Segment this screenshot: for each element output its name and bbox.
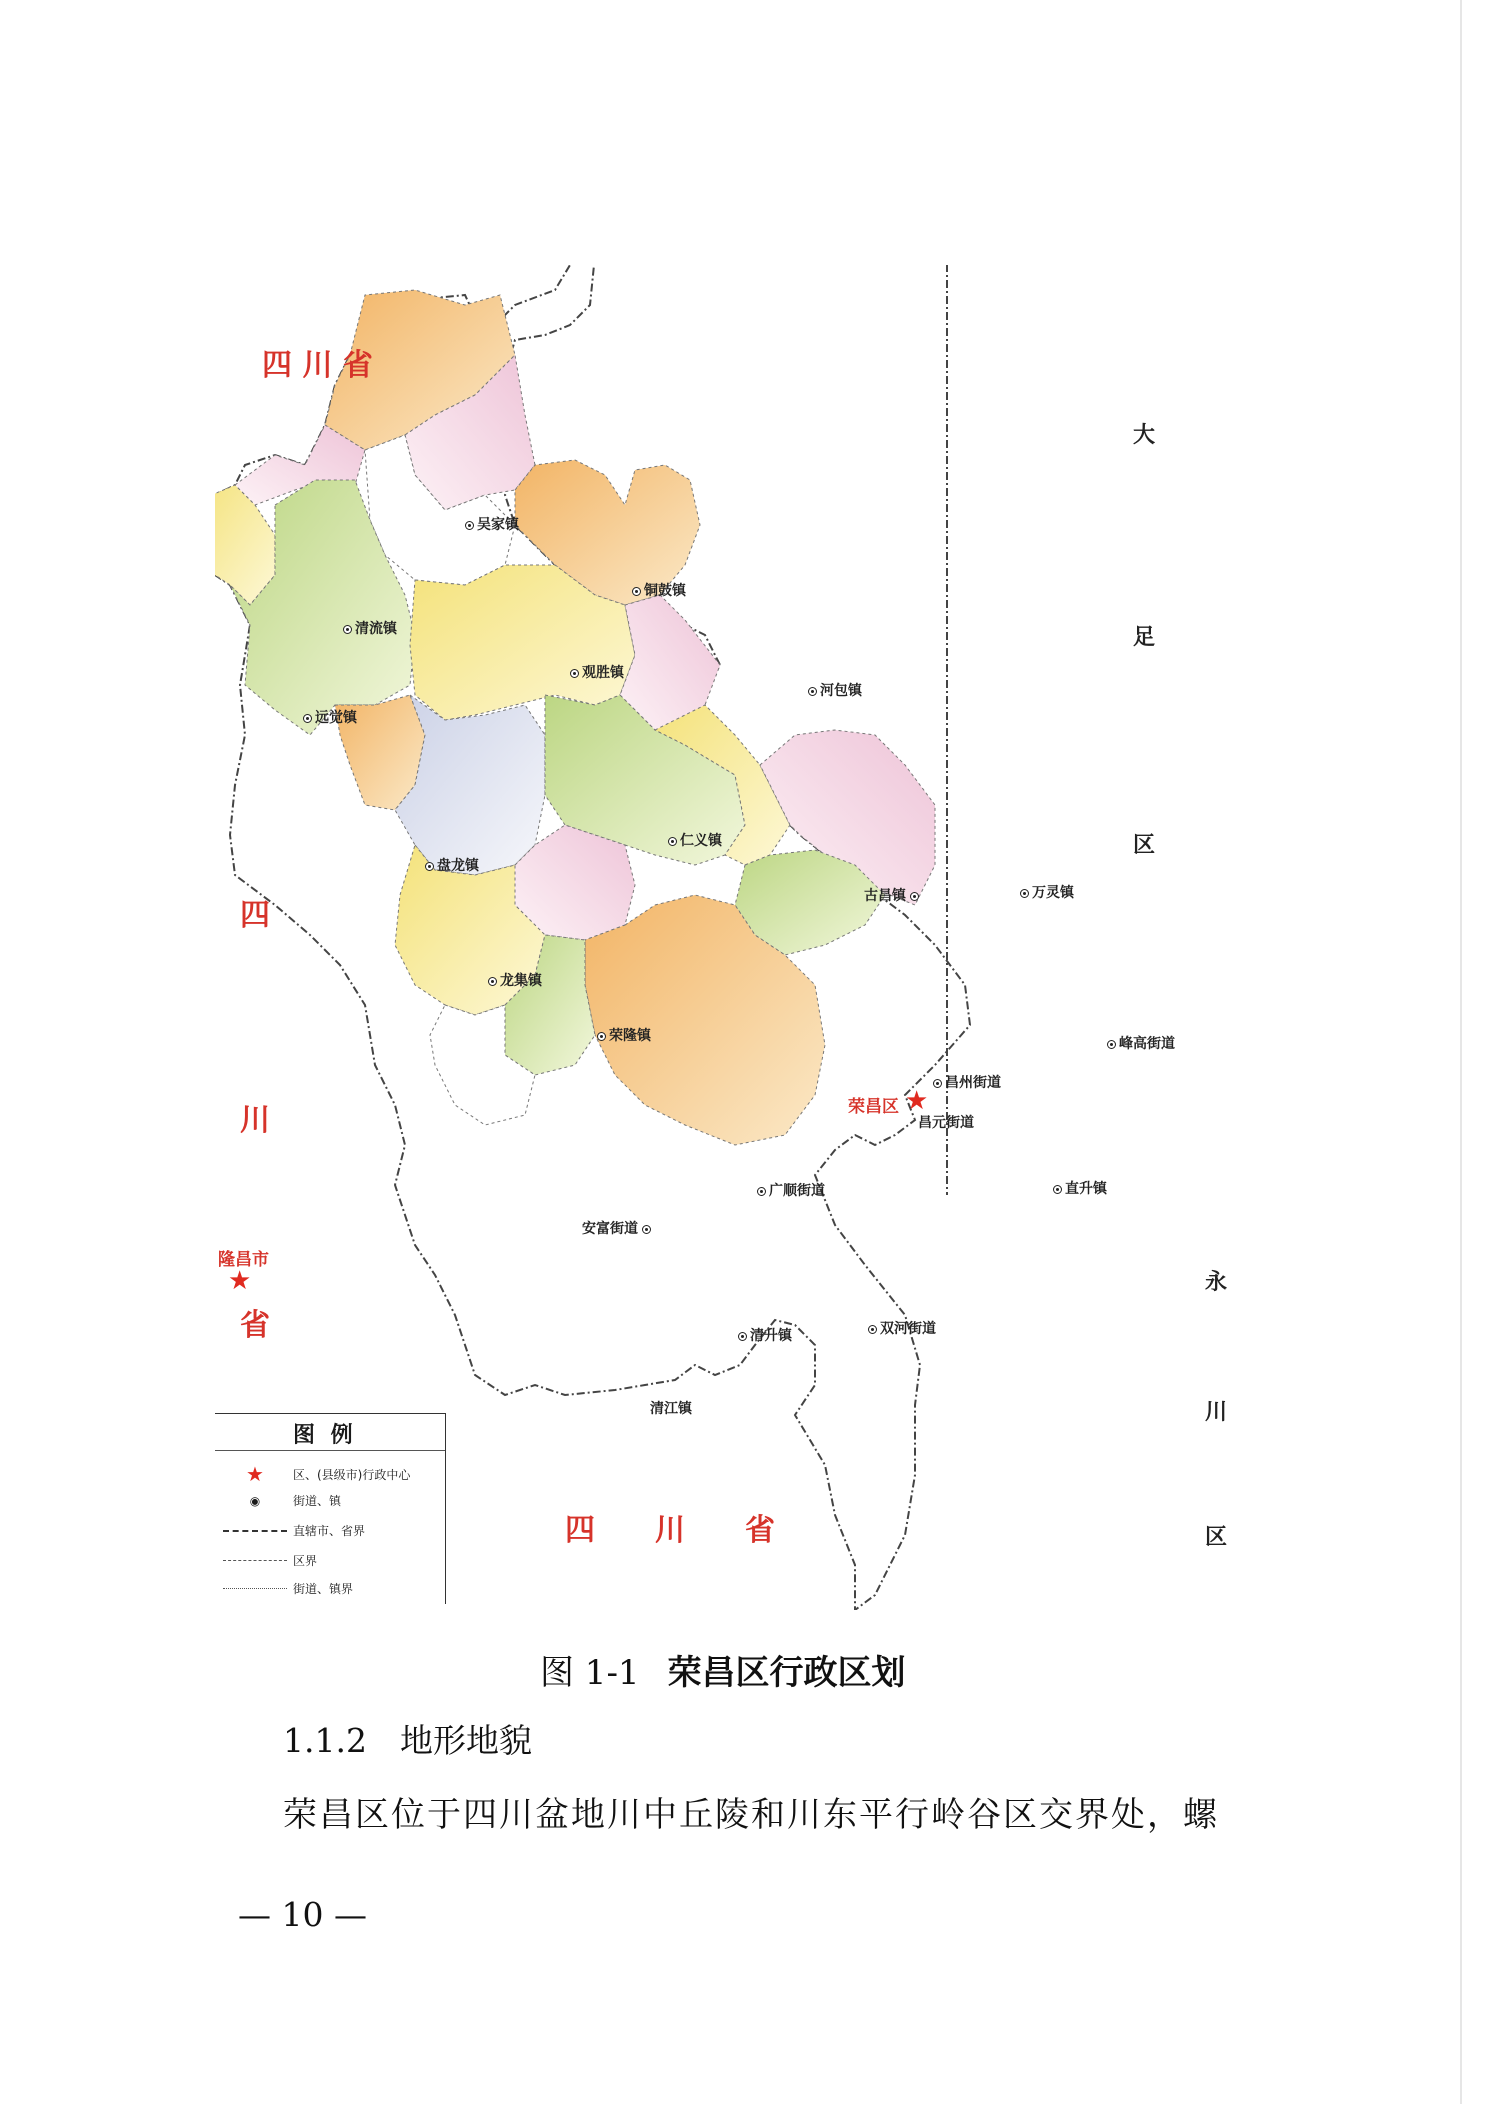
town-label: 河包镇 xyxy=(808,680,862,700)
star-icon: ★ xyxy=(246,1462,264,1486)
page-edge xyxy=(1460,0,1462,2104)
section-heading: 1.1.2 地形地貌 xyxy=(283,1721,532,1760)
yongchuan-label-3: 区 xyxy=(1205,1525,1228,1550)
town-dot-icon xyxy=(757,1187,766,1196)
town-label: 安富街道 xyxy=(582,1218,654,1238)
town-label: 万灵镇 xyxy=(1020,882,1074,902)
town-dot-icon xyxy=(303,714,312,723)
town-dot-icon xyxy=(632,587,641,596)
town-dot-icon xyxy=(738,1332,747,1341)
town-dot-icon xyxy=(425,862,434,871)
sichuan-west-label-2: 川 xyxy=(240,1103,270,1138)
town-dot-icon xyxy=(597,1032,606,1041)
town-label: 峰高街道 xyxy=(1107,1033,1175,1053)
yongchuan-label-1: 永 xyxy=(1205,1270,1228,1295)
town-label: 昌州街道 xyxy=(933,1072,1001,1092)
map xyxy=(215,265,1275,1610)
town-dot-icon xyxy=(668,837,677,846)
town-label: 远觉镇 xyxy=(303,707,357,727)
legend-item: 区界 xyxy=(223,1552,317,1569)
page-number: — 10 — xyxy=(238,1895,367,1934)
town-label: 龙集镇 xyxy=(488,970,542,990)
town-label: 铜鼓镇 xyxy=(632,580,686,600)
town-label: 荣隆镇 xyxy=(597,1025,651,1045)
town-dot-icon xyxy=(910,892,919,901)
dashed-line xyxy=(223,1560,287,1561)
town-dot-icon xyxy=(1107,1040,1116,1049)
town-label: 清江镇 xyxy=(650,1401,692,1417)
town-dot-icon xyxy=(488,977,497,986)
sichuan-nw-label: 四 川 省 xyxy=(262,348,373,383)
map-regions xyxy=(215,265,1275,1610)
town-label: 吴家镇 xyxy=(465,514,519,534)
town-dot-icon xyxy=(642,1225,651,1234)
town-label: 古昌镇 xyxy=(864,885,922,905)
legend-item: ★ 区、(县级市)行政中心 xyxy=(223,1462,410,1486)
dot-icon: ◉ xyxy=(249,1493,261,1508)
figure-title: 荣昌区行政区划 xyxy=(667,1653,906,1693)
sichuan-south-label: 四 川 省 xyxy=(565,1513,775,1548)
sichuan-west-label-1: 四 xyxy=(240,898,270,933)
yongchuan-label-2: 川 xyxy=(1205,1400,1228,1425)
sichuan-west-label-3: 省 xyxy=(240,1308,270,1343)
town-dot-icon xyxy=(1053,1185,1062,1194)
legend-item: ◉ 街道、镇 xyxy=(223,1492,341,1509)
town-dot-icon xyxy=(570,669,579,678)
legend-item: 街道、镇界 xyxy=(223,1580,353,1597)
figure-number: 图 1-1 xyxy=(540,1653,640,1693)
town-dot-icon xyxy=(343,625,352,634)
town-dot-icon xyxy=(868,1325,877,1334)
town-label: 仁义镇 xyxy=(668,830,722,850)
town-label: 广顺街道 xyxy=(757,1180,825,1200)
dotted-line xyxy=(223,1588,287,1589)
town-label: 昌元街道 xyxy=(918,1115,974,1131)
town-dot-icon xyxy=(933,1079,942,1088)
town-label: 双河街道 xyxy=(868,1318,936,1338)
town-label: 盘龙镇 xyxy=(425,855,479,875)
district-center-star-icon: ★ xyxy=(905,1086,929,1116)
dazu-label-1: 大 xyxy=(1133,423,1156,448)
legend-divider xyxy=(215,1450,445,1451)
town-label: 清流镇 xyxy=(343,618,397,638)
town-dot-icon xyxy=(808,687,817,696)
dazu-label-3: 区 xyxy=(1133,833,1156,858)
figure-caption xyxy=(540,1645,906,1694)
town-label: 观胜镇 xyxy=(570,662,624,682)
legend-title: 图 例 xyxy=(293,1423,357,1448)
legend xyxy=(215,1413,446,1604)
town-label: 清升镇 xyxy=(738,1325,792,1345)
dazu-label-2: 足 xyxy=(1133,625,1156,650)
body-paragraph: 荣昌区位于四川盆地川中丘陵和川东平行岭谷区交界处，螺 xyxy=(283,1795,1219,1835)
town-label: 直升镇 xyxy=(1053,1178,1107,1198)
legend-item: 直辖市、省界 xyxy=(223,1522,365,1539)
district-center-label: 荣昌区 xyxy=(848,1097,899,1117)
longchang-label: 隆昌市 xyxy=(218,1250,269,1270)
longchang-star-icon: ★ xyxy=(228,1266,252,1296)
town-dot-icon xyxy=(1020,889,1029,898)
dash-dot-line xyxy=(223,1530,287,1532)
town-dot-icon xyxy=(465,521,474,530)
